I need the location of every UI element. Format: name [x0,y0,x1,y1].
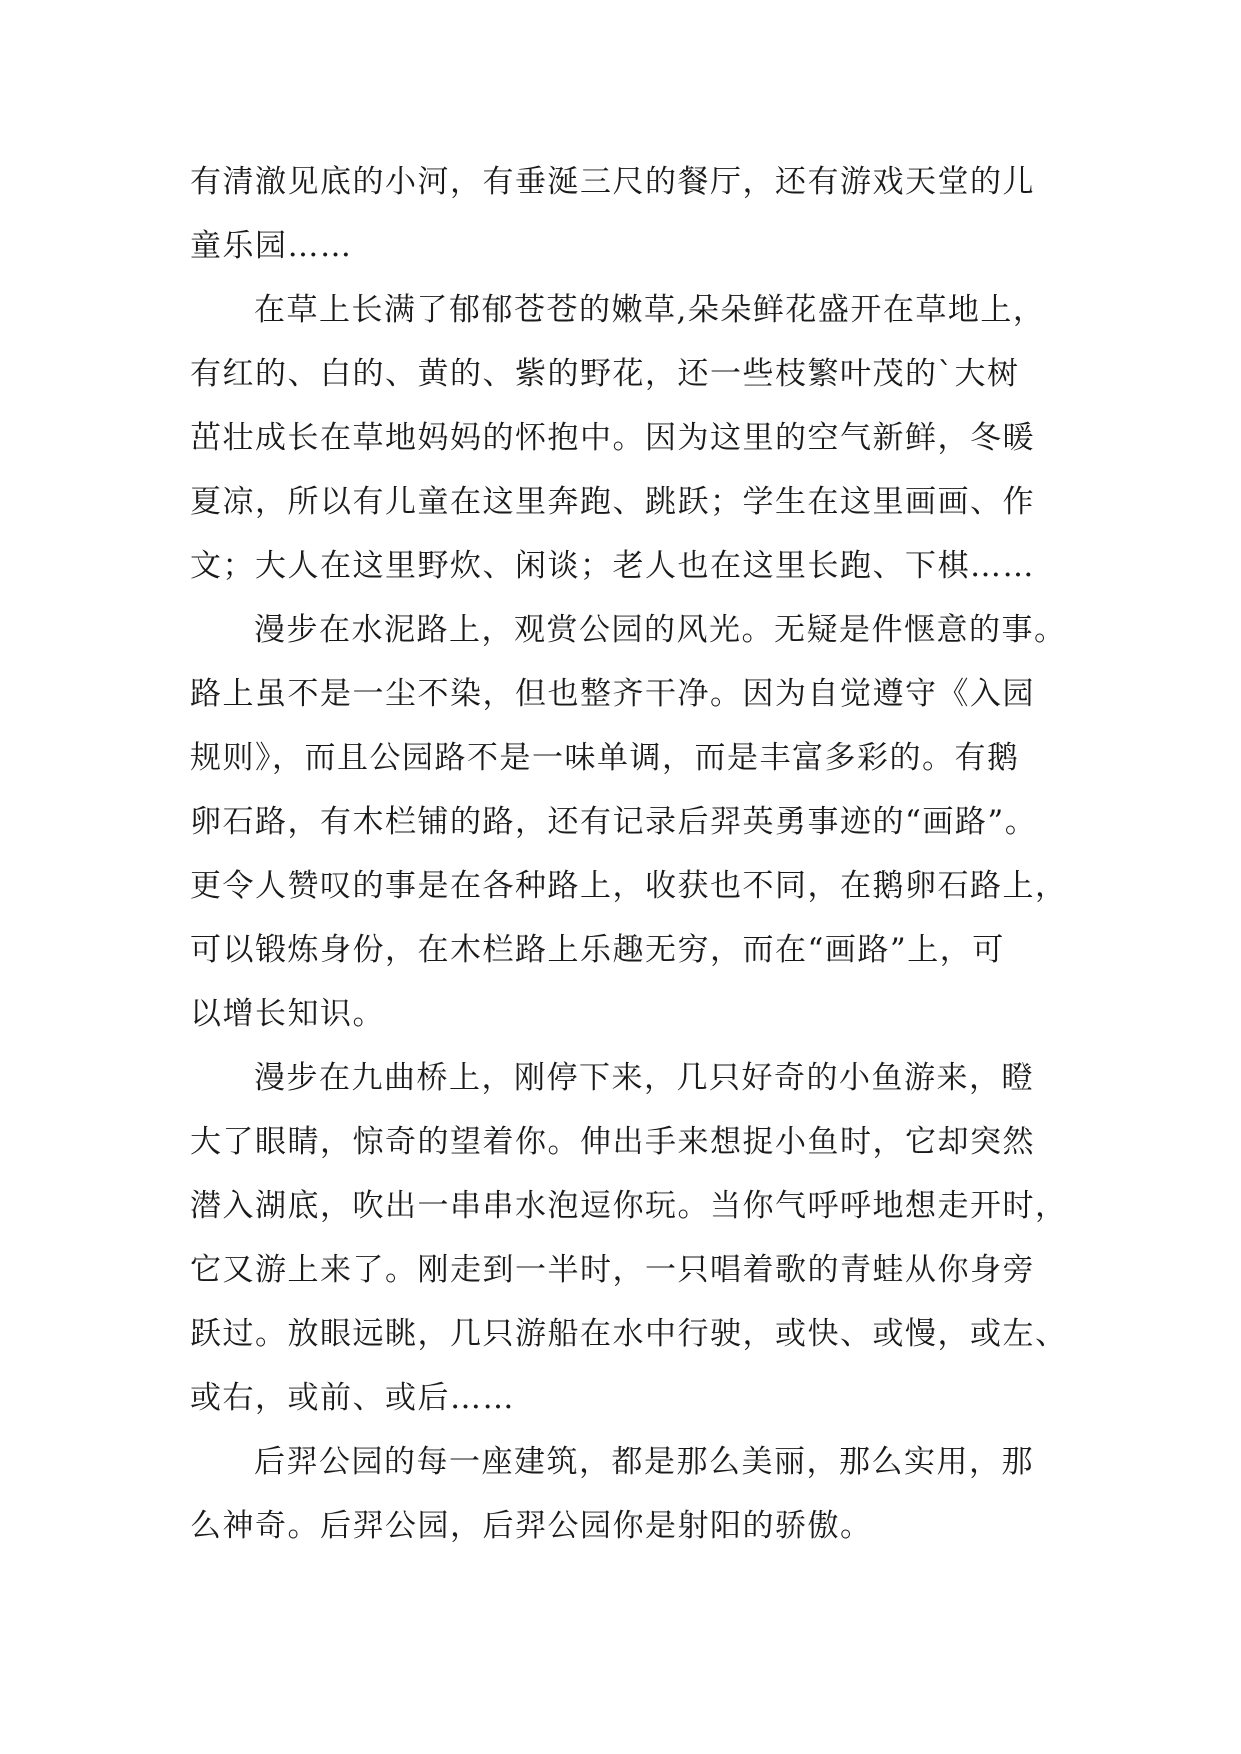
text-line: 卵石路，有木栏铺的路，还有记录后羿英勇事迹的“画路”。 [190,804,1038,840]
paragraph [190,598,1110,1046]
text-line: 跃过。放眼远眺，几只游船在水中行驶，或快、或慢，或左、 [190,1316,1068,1352]
text-line: 它又游上来了。刚走到一半时，一只唱着歌的青蛙从你身旁 [190,1252,1035,1288]
text-line: 可以锻炼身份，在木栏路上乐趣无穷，而在“画路”上，可 [190,932,1005,968]
text-line: 有红的、白的、黄的、紫的野花，还一些枝繁叶茂的`大树 [190,356,1020,392]
text-line: 夏凉，所以有儿童在这里奔跑、跳跃；学生在这里画画、作 [190,484,1035,520]
text-line: 路上虽不是一尘不染，但也整齐干净。因为自觉遵守《入园 [190,676,1035,712]
document-page [190,150,1110,1558]
paragraph [190,1430,1110,1558]
text-line: 更令人赞叹的事是在各种路上，收获也不同，在鹅卵石路上， [190,868,1068,904]
text-line: 后羿公园的每一座建筑，都是那么美丽，那么实用，那 [254,1444,1034,1480]
paragraph [190,1046,1110,1430]
text-line: 文；大人在这里野炊、闲谈；老人也在这里长跑、下棋…… [190,548,1035,584]
text-line: 大了眼睛，惊奇的望着你。伸出手来想捉小鱼时，它却突然 [190,1124,1035,1160]
text-line: 在草上长满了郁郁苍苍的嫩草,朵朵鲜花盛开在草地上， [254,292,1046,328]
text-line: 以增长知识。 [190,996,385,1032]
text-line: 童乐园…… [190,228,353,264]
text-line: 漫步在水泥路上，观赏公园的风光。无疑是件惬意的事。 [254,612,1067,648]
text-line: 茁壮成长在草地妈妈的怀抱中。因为这里的空气新鲜，冬暖 [190,420,1035,456]
paragraph [190,150,1110,278]
paragraph [190,278,1110,598]
text-line: 漫步在九曲桥上，刚停下来，几只好奇的小鱼游来，瞪 [254,1060,1034,1096]
text-line: 么神奇。后羿公园，后羿公园你是射阳的骄傲。 [190,1508,873,1544]
text-line: 潜入湖底，吹出一串串水泡逗你玩。当你气呼呼地想走开时， [190,1188,1068,1224]
text-line: 有清澈见底的小河，有垂涎三尺的餐厅，还有游戏天堂的儿 [190,164,1035,200]
text-line: 或右，或前、或后…… [190,1380,515,1416]
text-line: 规则》，而且公园路不是一味单调，而是丰富多彩的。有鹅 [190,740,1020,776]
